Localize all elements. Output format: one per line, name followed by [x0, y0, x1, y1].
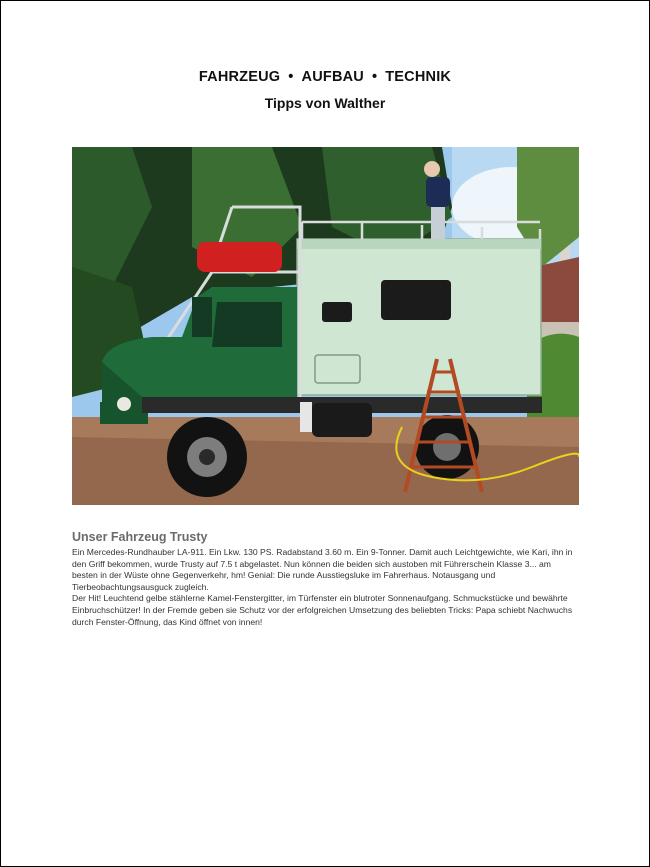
body-paragraph: Ein Mercedes-Rundhauber LA-911. Ein Lkw. 130 PS. Radabstand 3.60 m. Ein 9-Tonner. Damit auch Leichtgewichte, wie Kari, ihn in den Griff bekommen, wurde Trusty auf 7.5 t abgelastet. Nun können die beiden sich austoben mit Führerschein Klasse 3... am besten in der Wüste ohne Gegenverkehr, hm! Genial: Die runde Ausstiegsluke im Fahrerhaus. Notausgang und Tierbeobachtungsausguck zugleich.	[72, 547, 573, 592]
body-paragraph: Der Hit! Leuchtend gelbe stählerne Kamel-Fenstergitter, im Türfenster ein blutroter Sonnenaufgang. Schmuckstücke und bewährte Einbruchschützer! In der Fremde geben sie Schutz vor der erfolgreichen Umsetzung des beliebten Tricks: Papa schiebt Nachwuchs durch Fenster-Öffnung, das Kind öffnet von innen!	[72, 593, 573, 627]
roof-luggage	[197, 242, 282, 272]
front-hub-center	[199, 449, 215, 465]
header-title-part: TECHNIK	[385, 69, 452, 85]
page-header-title	[1, 69, 649, 85]
person-torso	[426, 177, 450, 207]
person-legs	[431, 205, 445, 239]
header-separator: •	[288, 69, 294, 85]
header-title-part: AUFBAU	[301, 69, 364, 85]
truck-illustration	[72, 147, 579, 505]
tank-strap	[300, 402, 312, 432]
section-body	[72, 547, 579, 628]
headlight	[117, 397, 131, 411]
camper-window	[381, 280, 451, 320]
camper-box-top	[297, 239, 541, 249]
camper-small-window	[322, 302, 352, 322]
header-title-part: FAHRZEUG	[198, 69, 281, 85]
ground-shade	[72, 437, 579, 505]
section-title: Unser Fahrzeug Trusty	[72, 530, 208, 544]
page-subtitle: Tipps von Walther	[264, 95, 386, 111]
rear-hub	[433, 433, 461, 461]
fuel-tank	[312, 403, 372, 437]
windshield	[192, 297, 212, 337]
header-separator: •	[371, 69, 378, 85]
cab-window	[212, 302, 282, 347]
person-head	[424, 161, 440, 177]
vehicle-photo	[72, 147, 579, 505]
